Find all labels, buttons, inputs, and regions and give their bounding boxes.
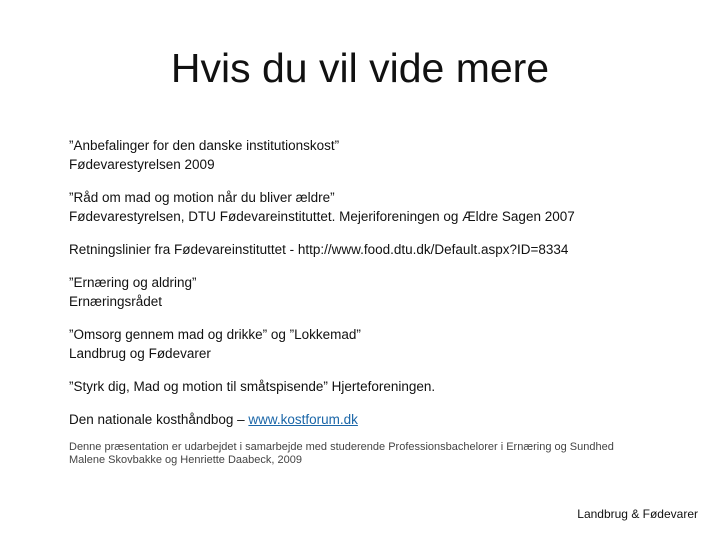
reference-source: Landbrug og Fødevarer [69, 346, 211, 361]
credit-line: Denne præsentation er udarbejdet i samarbejde med studerende Professionsbachelorer i Ernæring og Sundhed [69, 441, 614, 453]
reference-item-institutionskost [69, 136, 699, 174]
reference-item-kosthaandbog [69, 410, 699, 429]
reference-list [69, 136, 699, 467]
reference-item-styrk-dig [69, 377, 699, 396]
reference-source: Fødevarestyrelsen 2009 [69, 157, 215, 172]
reference-title: ”Styrk dig, Mad og motion til småtspisende” Hjerteforeningen. [69, 379, 436, 394]
credit-note [69, 441, 699, 467]
reference-item-omsorg-gennem-mad [69, 325, 699, 363]
reference-item-raad-om-mad [69, 188, 699, 226]
reference-title: Den nationale kosthåndbog – [69, 412, 249, 427]
reference-title: ”Råd om mad og motion når du bliver ældre” [69, 190, 335, 205]
reference-item-retningslinier [69, 240, 699, 259]
reference-title: ”Omsorg gennem mad og drikke” og ”Lokkemad” [69, 327, 361, 342]
reference-source: Ernæringsrådet [69, 294, 163, 309]
credit-line: Malene Skovbakke og Henriette Daabeck, 2009 [69, 454, 302, 466]
kostforum-link[interactable]: www.kostforum.dk [248, 412, 358, 427]
footer-brand: Landbrug & Fødevarer [577, 507, 698, 521]
reference-title: Retningslinier fra Fødevareinstituttet - http://www.food.dtu.dk/Default.aspx?ID=8334 [69, 242, 569, 257]
reference-source: Fødevarestyrelsen, DTU Fødevareinstituttet. Mejeriforeningen og Ældre Sagen 2007 [69, 209, 575, 224]
page-title: Hvis du vil vide mere [170, 45, 550, 91]
reference-item-ernaering-og-aldring [69, 273, 699, 311]
reference-title: ”Anbefalinger for den danske institutionskost” [69, 138, 340, 153]
reference-title: ”Ernæring og aldring” [69, 275, 197, 290]
